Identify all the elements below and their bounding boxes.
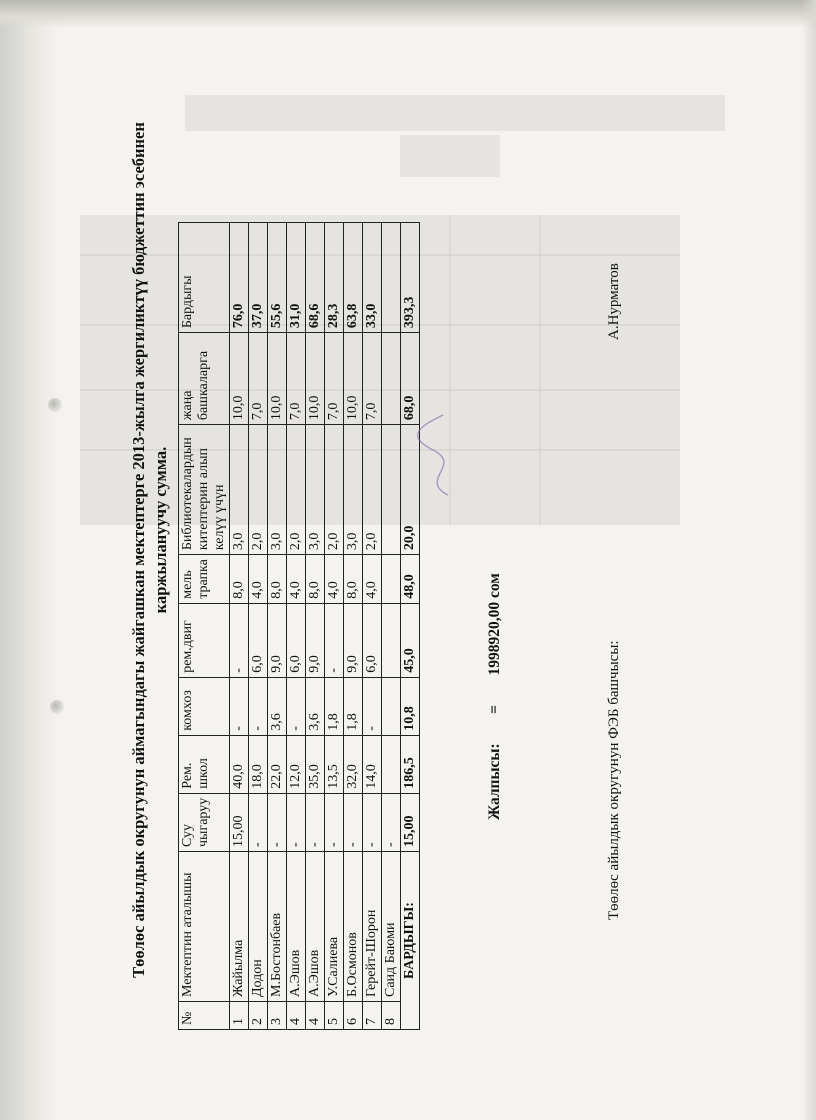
cell-school-name: Додон — [249, 852, 268, 1002]
cell-mel-trapka: 4,0 — [287, 555, 306, 604]
summary-value: 1998920,00 сом — [486, 573, 503, 676]
cell-total: 37,0 — [249, 223, 268, 333]
cell-total: 55,6 — [268, 223, 287, 333]
cell-number: 2 — [249, 1002, 268, 1030]
cell-new-other: 7,0 — [249, 333, 268, 425]
cell-school-name: Жайылма — [230, 852, 249, 1002]
cell-new-other — [382, 333, 401, 425]
cell-water: 15,00 — [230, 793, 249, 851]
cell-water: - — [344, 793, 363, 851]
cell-engine-repair: 6,0 — [287, 603, 306, 677]
total-mel-trapka: 48,0 — [401, 555, 420, 604]
cell-mel-trapka: 4,0 — [363, 555, 382, 604]
table-row — [306, 223, 325, 1030]
total-engine-repair: 45,0 — [401, 603, 420, 677]
cell-water: - — [249, 793, 268, 851]
cell-mel-trapka: 8,0 — [306, 555, 325, 604]
cell-library-books: 3,0 — [344, 425, 363, 555]
cell-komhoz: - — [363, 677, 382, 735]
cell-engine-repair: - — [230, 603, 249, 677]
punch-hole — [50, 700, 64, 714]
total-label: БАРДЫГЫ: — [401, 852, 420, 1030]
cell-total: 33,0 — [363, 223, 382, 333]
signature-title: Төөлөс айылдык округунун ФЭБ башчысы: — [606, 640, 622, 920]
header-mel-trapka: мель трапка — [179, 555, 230, 604]
cell-total: 63,8 — [344, 223, 363, 333]
punch-hole — [48, 398, 62, 412]
cell-engine-repair: - — [325, 603, 344, 677]
cell-engine-repair: 6,0 — [249, 603, 268, 677]
cell-mel-trapka — [382, 555, 401, 604]
cell-engine-repair: 9,0 — [268, 603, 287, 677]
cell-number: 7 — [363, 1002, 382, 1030]
total-komhoz: 10,8 — [401, 677, 420, 735]
cell-total: 68,6 — [306, 223, 325, 333]
cell-number: 3 — [268, 1002, 287, 1030]
table-row — [344, 223, 363, 1030]
cell-komhoz: - — [230, 677, 249, 735]
cell-new-other: 7,0 — [287, 333, 306, 425]
cell-number: 5 — [325, 1002, 344, 1030]
cell-library-books — [382, 425, 401, 555]
cell-library-books: 2,0 — [287, 425, 306, 555]
cell-school-name: Саид Баюми — [382, 852, 401, 1002]
title-line-1: Төөлөс айылдык округунун аймагындагы жайгашкан мектептерге 2013-жылга жергиликтүү бюджеттин эсебинен — [129, 122, 148, 978]
cell-school-name: У.Салиева — [325, 852, 344, 1002]
table-row — [325, 223, 344, 1030]
table-row — [363, 223, 382, 1030]
document-title — [128, 70, 172, 1030]
summary-label: Жалпысы: — [486, 743, 503, 820]
header-water: Суу чыгаруу — [179, 793, 230, 851]
header-engine-repair: рем.двиг — [179, 603, 230, 677]
cell-library-books: 3,0 — [268, 425, 287, 555]
cell-school-name: А.Эшов — [306, 852, 325, 1002]
summary-equals: = — [486, 705, 503, 714]
scan-shadow-left — [0, 0, 60, 1120]
total-library-books: 20,0 — [401, 425, 420, 555]
cell-library-books: 2,0 — [249, 425, 268, 555]
cell-new-other: 10,0 — [344, 333, 363, 425]
cell-total: 31,0 — [287, 223, 306, 333]
cell-new-other: 10,0 — [230, 333, 249, 425]
cell-school-repair: 18,0 — [249, 735, 268, 793]
rotated-page — [108, 60, 816, 1060]
scan-shadow-top — [0, 0, 816, 28]
cell-engine-repair: 9,0 — [306, 603, 325, 677]
cell-library-books: 2,0 — [363, 425, 382, 555]
table-row — [268, 223, 287, 1030]
cell-engine-repair — [382, 603, 401, 677]
cell-komhoz: 3,6 — [306, 677, 325, 735]
pen-mark — [408, 410, 468, 500]
table-row — [249, 223, 268, 1030]
cell-water: - — [325, 793, 344, 851]
cell-komhoz: 3,6 — [268, 677, 287, 735]
cell-school-repair: 14,0 — [363, 735, 382, 793]
cell-water: - — [363, 793, 382, 851]
cell-library-books: 2,0 — [325, 425, 344, 555]
total-water: 15,00 — [401, 793, 420, 851]
cell-number: 6 — [344, 1002, 363, 1030]
total-school-repair: 186,5 — [401, 735, 420, 793]
cell-komhoz: - — [249, 677, 268, 735]
cell-new-other: 10,0 — [306, 333, 325, 425]
cell-library-books: 3,0 — [230, 425, 249, 555]
cell-mel-trapka: 8,0 — [344, 555, 363, 604]
signature-name: А.Нурматов — [606, 263, 622, 340]
cell-water: - — [287, 793, 306, 851]
total-total: 393,3 — [401, 223, 420, 333]
header-school-name: Мектептин аталышы — [179, 852, 230, 1002]
cell-number: 1 — [230, 1002, 249, 1030]
total-row — [401, 223, 420, 1030]
header-new-other: жаңа башкаларга — [179, 333, 230, 425]
cell-new-other: 7,0 — [325, 333, 344, 425]
title-line-2: каржылануучу сумма. — [151, 446, 170, 614]
cell-school-name: А.Эшов — [287, 852, 306, 1002]
cell-mel-trapka: 4,0 — [325, 555, 344, 604]
header-number: № — [179, 1002, 230, 1030]
cell-komhoz: 1,8 — [325, 677, 344, 735]
cell-komhoz: - — [287, 677, 306, 735]
cell-new-other: 10,0 — [268, 333, 287, 425]
cell-number: 8 — [382, 1002, 401, 1030]
cell-school-repair: 13,5 — [325, 735, 344, 793]
summary — [486, 573, 504, 820]
header-row — [179, 223, 230, 1030]
cell-number: 4 — [287, 1002, 306, 1030]
cell-komhoz: 1,8 — [344, 677, 363, 735]
cell-school-repair: 12,0 — [287, 735, 306, 793]
header-library-books: Библиотекалардын китептерин алып келүү үчүн — [179, 425, 230, 555]
cell-mel-trapka: 8,0 — [230, 555, 249, 604]
header-total: Бардыгы — [179, 223, 230, 333]
cell-mel-trapka: 8,0 — [268, 555, 287, 604]
cell-water: - — [268, 793, 287, 851]
table-row — [382, 223, 401, 1030]
cell-school-repair: 22,0 — [268, 735, 287, 793]
cell-total: 28,3 — [325, 223, 344, 333]
cell-school-repair: 32,0 — [344, 735, 363, 793]
cell-new-other: 7,0 — [363, 333, 382, 425]
cell-school-name: Герейт-Шорон — [363, 852, 382, 1002]
cell-school-name: Б.Осмонов — [344, 852, 363, 1002]
cell-komhoz — [382, 677, 401, 735]
table-row — [287, 223, 306, 1030]
funding-table — [178, 222, 420, 1030]
cell-school-repair: 40,0 — [230, 735, 249, 793]
cell-total — [382, 223, 401, 333]
cell-number: 4 — [306, 1002, 325, 1030]
header-komhoz: комхоз — [179, 677, 230, 735]
cell-water: - — [382, 793, 401, 851]
total-new-other: 68,0 — [401, 333, 420, 425]
cell-mel-trapka: 4,0 — [249, 555, 268, 604]
cell-engine-repair: 9,0 — [344, 603, 363, 677]
cell-engine-repair: 6,0 — [363, 603, 382, 677]
cell-school-repair — [382, 735, 401, 793]
cell-school-name: М.Бостонбаев — [268, 852, 287, 1002]
header-school-repair: Рем. школ — [179, 735, 230, 793]
cell-school-repair: 35,0 — [306, 735, 325, 793]
table-row — [230, 223, 249, 1030]
cell-water: - — [306, 793, 325, 851]
cell-library-books: 3,0 — [306, 425, 325, 555]
cell-total: 76,0 — [230, 223, 249, 333]
